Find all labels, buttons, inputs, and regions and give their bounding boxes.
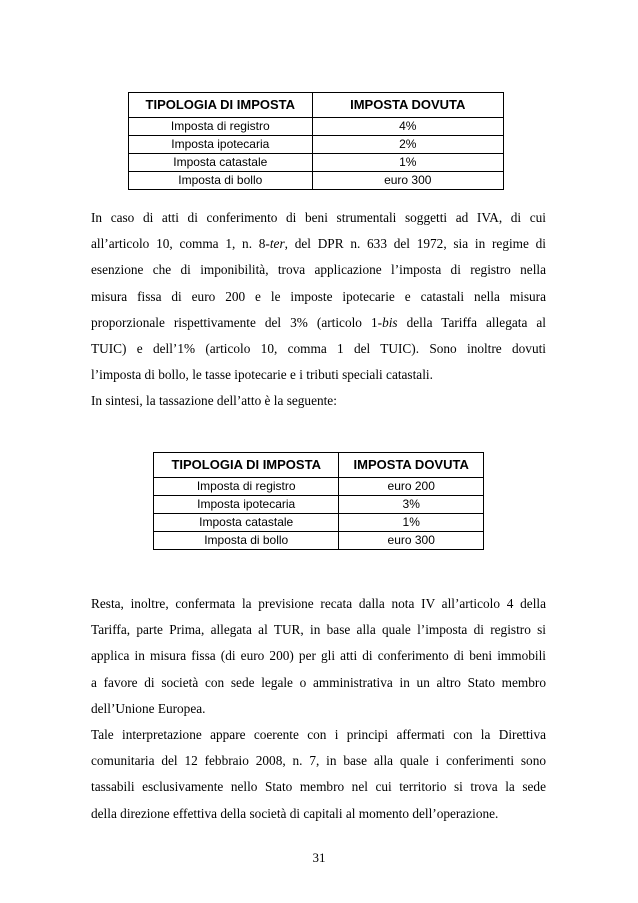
table-cell: Imposta catastale: [129, 154, 313, 172]
table-cell: 2%: [312, 136, 503, 154]
tax-table-1: [128, 92, 504, 190]
table-row: [129, 154, 504, 172]
table-header-row: [154, 453, 484, 478]
text-line: l’imposta di bollo, le tasse ipotecarie e i tributi speciali catastali.: [91, 367, 433, 383]
text-line: a favore di società con sede legale o amministrativa in un altro Stato membro: [91, 674, 546, 690]
text-line: dell’Unione Europea.: [91, 700, 206, 716]
text-span: proporzionale rispettivamente del 3% (articolo 1-: [91, 314, 383, 330]
text-line: In caso di atti di conferimento di beni strumentali soggetti ad IVA, di cui: [91, 210, 546, 225]
text-line: esenzione che di imponibilità, trova applicazione l’imposta di registro nella: [91, 262, 546, 278]
table-cell: Imposta ipotecaria: [154, 496, 339, 514]
text-line: TUIC) e dell’1% (articolo 10, comma 1 del TUIC). Sono inoltre dovuti: [91, 340, 546, 356]
text-line: comunitaria del 12 febbraio 2008, n. 7, in base alla quale i conferimenti sono: [91, 753, 546, 769]
column-header-imposta: IMPOSTA DOVUTA: [339, 453, 484, 478]
table-cell: euro 300: [312, 172, 503, 190]
paragraph-iva-conferimento: [91, 205, 546, 415]
table-header-row: [129, 93, 504, 118]
table-cell: euro 300: [339, 532, 484, 550]
table-row: [154, 514, 484, 532]
text-span: della Tariffa allegata al: [397, 314, 546, 330]
table-row: [129, 172, 504, 190]
table-cell: Imposta di registro: [129, 118, 313, 136]
text-line: tassabili esclusivamente nello Stato membro nel cui territorio si trova la sede: [91, 779, 546, 795]
table-row: [129, 118, 504, 136]
table-cell: euro 200: [339, 478, 484, 496]
text-line: In sintesi, la tassazione dell’atto è la seguente:: [91, 393, 337, 409]
column-header-tipologia: TIPOLOGIA DI IMPOSTA: [154, 453, 339, 478]
text-span: , del DPR n. 633 del 1972, sia in regime di: [284, 236, 547, 252]
text-line: della direzione effettiva della società di capitali al momento dell’operazione.: [91, 805, 499, 821]
table-cell: 1%: [339, 514, 484, 532]
table-row: [129, 136, 504, 154]
table-cell: Imposta catastale: [154, 514, 339, 532]
table-cell: Imposta di bollo: [129, 172, 313, 190]
column-header-imposta: IMPOSTA DOVUTA: [312, 93, 503, 118]
italic-term: bis: [382, 314, 398, 330]
text-line: Tariffa, parte Prima, allegata al TUR, in base alla quale l’imposta di registro si: [91, 622, 546, 638]
page-number: 31: [312, 850, 326, 865]
tax-table-2: [153, 452, 484, 550]
text-line: [91, 310, 546, 336]
text-line: applica in misura fissa (di euro 200) per gli atti di conferimento di beni immobili: [91, 648, 546, 664]
table-cell: 1%: [312, 154, 503, 172]
table-cell: 3%: [339, 496, 484, 514]
table-row: [154, 496, 484, 514]
text-line: Resta, inoltre, confermata la previsione recata dalla nota IV all’articolo 4 della: [91, 596, 546, 611]
table-row: [154, 532, 484, 550]
text-line: Tale interpretazione appare coerente con i principi affermati con la Direttiva: [91, 726, 546, 742]
table-cell: Imposta di bollo: [154, 532, 339, 550]
column-header-tipologia: TIPOLOGIA DI IMPOSTA: [129, 93, 313, 118]
table-cell: Imposta di registro: [154, 478, 339, 496]
table-cell: 4%: [312, 118, 503, 136]
italic-term: ter: [269, 236, 285, 252]
paragraph-nota-iv: [91, 591, 546, 827]
table-cell: Imposta ipotecaria: [129, 136, 313, 154]
table-row: [154, 478, 484, 496]
text-line: [91, 231, 546, 257]
text-line: misura fissa di euro 200 e le imposte ipotecarie e catastali nella misura: [91, 288, 546, 304]
text-span: all’articolo 10, comma 1, n. 8-: [91, 236, 270, 252]
